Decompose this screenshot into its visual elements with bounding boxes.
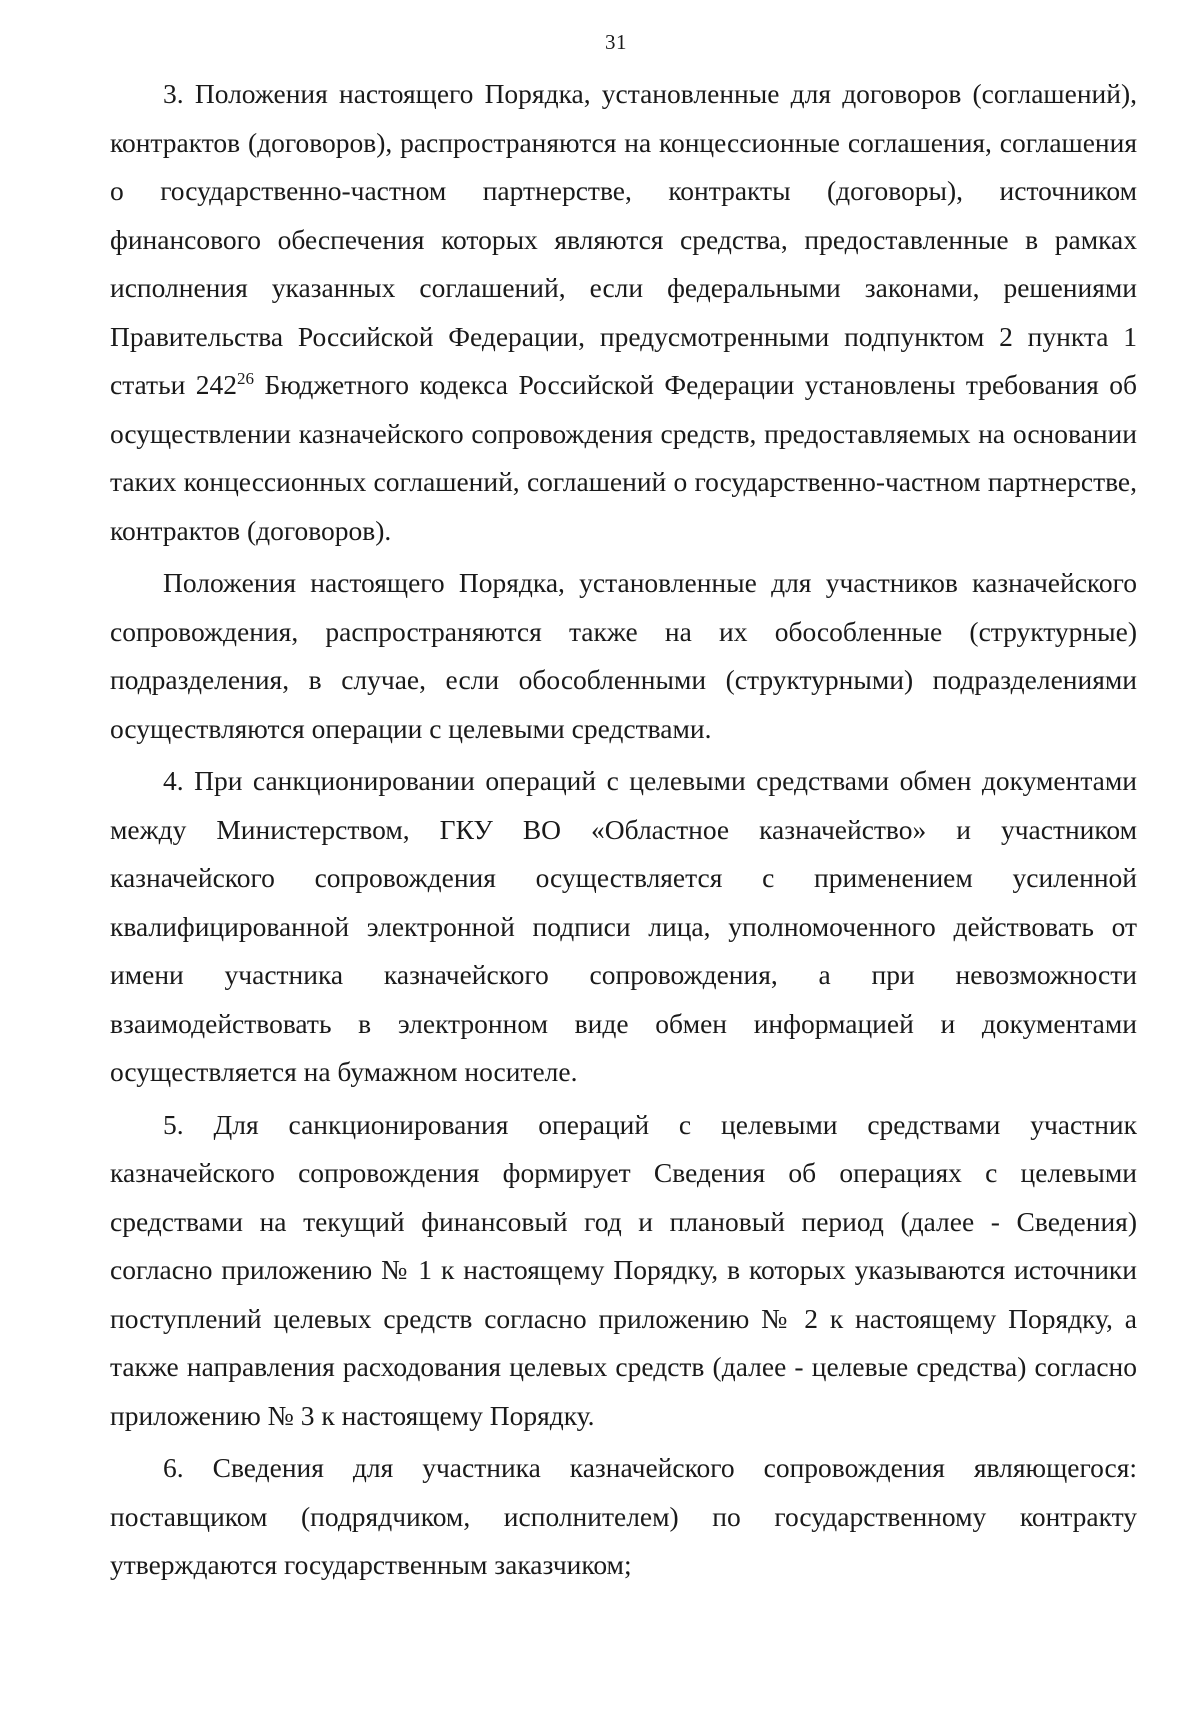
paragraph-text: Для санкционирования операций с целевыми средствами участник казначейского сопровождения формирует Сведения об операциях с целевыми средствами на текущий финансовый год и плановый период (далее - Сведения) согласно приложению № 1 к настоящему Порядку, в которых указываются источники поступлений целевых средств согласно приложению № 2 к настоящему Порядку, а также направления расходования целевых средств (далее - целевые средства) согласно приложению № 3 к настоящему Порядку. [110, 1108, 1137, 1431]
paragraph-3 [110, 70, 1137, 555]
paragraph-number: 5. [163, 1108, 184, 1140]
paragraph-6 [110, 1444, 1137, 1590]
paragraph-text-continued: Бюджетного кодекса Российской Федерации установлены требования об осуществлении казначейского сопровождения средств, предоставляемых на основании таких концессионных соглашений, соглашений о государственно-частном партнерстве, контрактов (договоров). [110, 369, 1137, 546]
paragraph-number: 3. [163, 78, 184, 109]
paragraph-4 [110, 757, 1137, 1097]
paragraph-number: 6. [163, 1452, 184, 1483]
paragraph-text: При санкционировании операций с целевыми средствами обмен документами между Министерством, ГКУ ВО «Областное казначейство» и участником казначейского сопровождения осуществляется с применением усиленной квалифицированной электронной подписи лица, уполномоченного действовать от имени участника казначейского сопровождения, а при невозможности взаимодействовать в электронном виде обмен информацией и документами осуществляется на бумажном носителе. [110, 765, 1137, 1087]
paragraph-text: Положения настоящего Порядка, установленные для договоров (соглашений), контрактов (договоров), распространяются на концессионные соглашения, соглашения о государственно-частном партнерстве, контракты (договоры), источником финансового обеспечения которых являются средства, предоставленные в рамках исполнения указанных соглашений, если федеральными законами, решениями Правительства Российской Федерации, предусмотренными подпунктом 2 пункта 1 статьи 242 [110, 78, 1137, 400]
page-number: 31 [605, 30, 627, 54]
paragraph-3-continued [110, 559, 1137, 753]
paragraph-text: Положения настоящего Порядка, установленные для участников казначейского сопровождения, распространяются также на их обособленные (структурные) подразделения, в случае, если обособленными (структурными) подразделениями осуществляются операции с целевыми средствами. [110, 567, 1137, 744]
superscript-article-index: 26 [237, 369, 255, 388]
paragraph-number: 4. [163, 765, 184, 796]
paragraph-text: Сведения для участника казначейского сопровождения являющегося: поставщиком (подрядчиком, исполнителем) по государственному контракту утверждаются государственным заказчиком; [110, 1452, 1137, 1580]
paragraph-5 [110, 1101, 1137, 1441]
document-body [110, 70, 1137, 1590]
